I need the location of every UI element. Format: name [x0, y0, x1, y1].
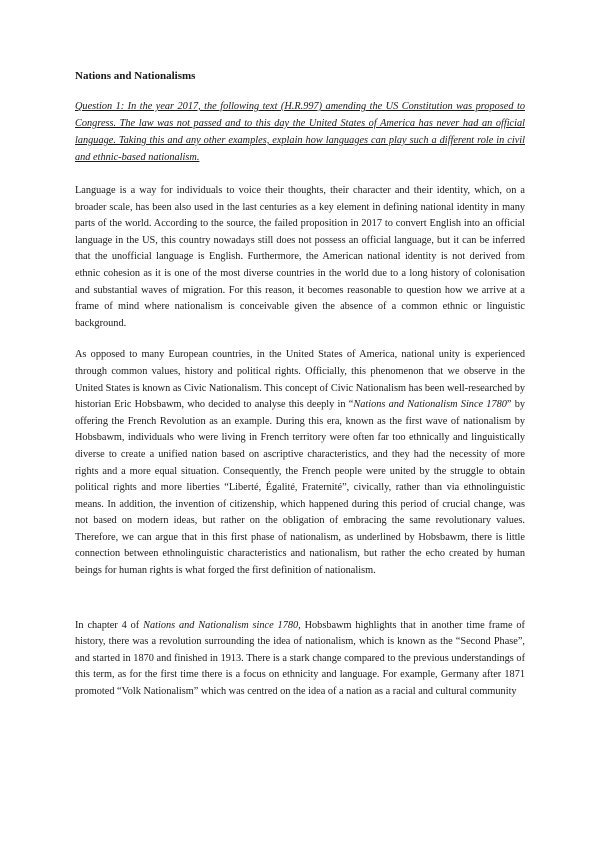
- essay-question: Question 1: In the year 2017, the following text (H.R.997) amending the US Constitution was proposed to Congress. The law was not passed and to this day the United States of America has never had an official language. Taking this and any other examples, explain how languages can play such a different role in civil and ethnic-based nationalism.: [75, 101, 525, 163]
- paragraph-3-text-before: In chapter 4 of: [75, 619, 144, 631]
- paragraph-2-text-before: As opposed to many European countries, in the United States of America, national unity is experienced through common values, history and political rights. Officially, this phenomenon that we observe in the United States is known as Civic Nationalism. This concept of Civic Nationalism has been well-researched by historian Eric Hobsbawm, who decided to analyse this deeply in “: [75, 349, 525, 411]
- document-page: [75, 70, 525, 716]
- paragraph-1: Language is a way for individuals to voice their thoughts, their character and their identity, which, on a broader scale, has been also used in the last centuries as a key element in defining national identity in many parts of the world. According to the source, the failed proposition in 2017 to convert English into an official language in the US, this country nowadays still does not possess an official language, but it can be inferred that the unofficial language is English. Furthermore, the American national identity is not derived from ethnic cohesion as it is one of the most diverse countries in the world due to a long history of colonisation and substantial waves of migration. For this reason, it becomes reasonable to question how we arrive at a frame of mind where nationalism is conceivable given the absence of a common ethnic or linguistic background.: [75, 185, 525, 329]
- paragraph-3: [75, 618, 525, 701]
- paragraph-2-book-title: Nations and Nationalism Since 1780: [353, 399, 507, 411]
- paragraph-2-text-after: ” by offering the French Revolution as an example. During this era, known as the first wave of nationalism by Hobsbawm, individuals who were living in French territory were often far too ethnically and linguistically diverse to create a unified nation based on ascriptive characteristics, and they had the necessity of more rights and a more equal situation. Consequently, the French people were united by the struggle to obtain political rights and more liberties “Liberté, Égalité, Fraternité”, civically, rather than via ethnolinguistic means. In addition, the invention of citizenship, which happened during this period of crucial change, was not based on modern ideas, but rather on the obligation of embracing the same revolutionary values. Therefore, we can argue that in this first phase of nationalism, as underlined by Hobsbawm, there is little connection between ethnolinguistic characteristics and nationalism, but rather the echo created by human beings for human rights is what forged the first definition of nationalism.: [75, 399, 525, 577]
- paragraph-2: [75, 347, 525, 579]
- paragraph-3-text-after: Hobsbawm highlights that in another time frame of history, there was a revolution surrounding the idea of nationalism, which is known as the “Second Phase”, and started in 1870 and finished in 1913. There is a stark change compared to the previous understandings of this term, as for the first time there is a focus on ethnicity and language. For example, Germany after 1871 promoted “Volk Nationalism” which was centred on the idea of a nation as a racial and cultural community: [75, 619, 525, 698]
- paragraph-3-book-title: Nations and Nationalism since 1780,: [143, 619, 301, 631]
- document-title: Nations and Nationalisms: [75, 70, 196, 82]
